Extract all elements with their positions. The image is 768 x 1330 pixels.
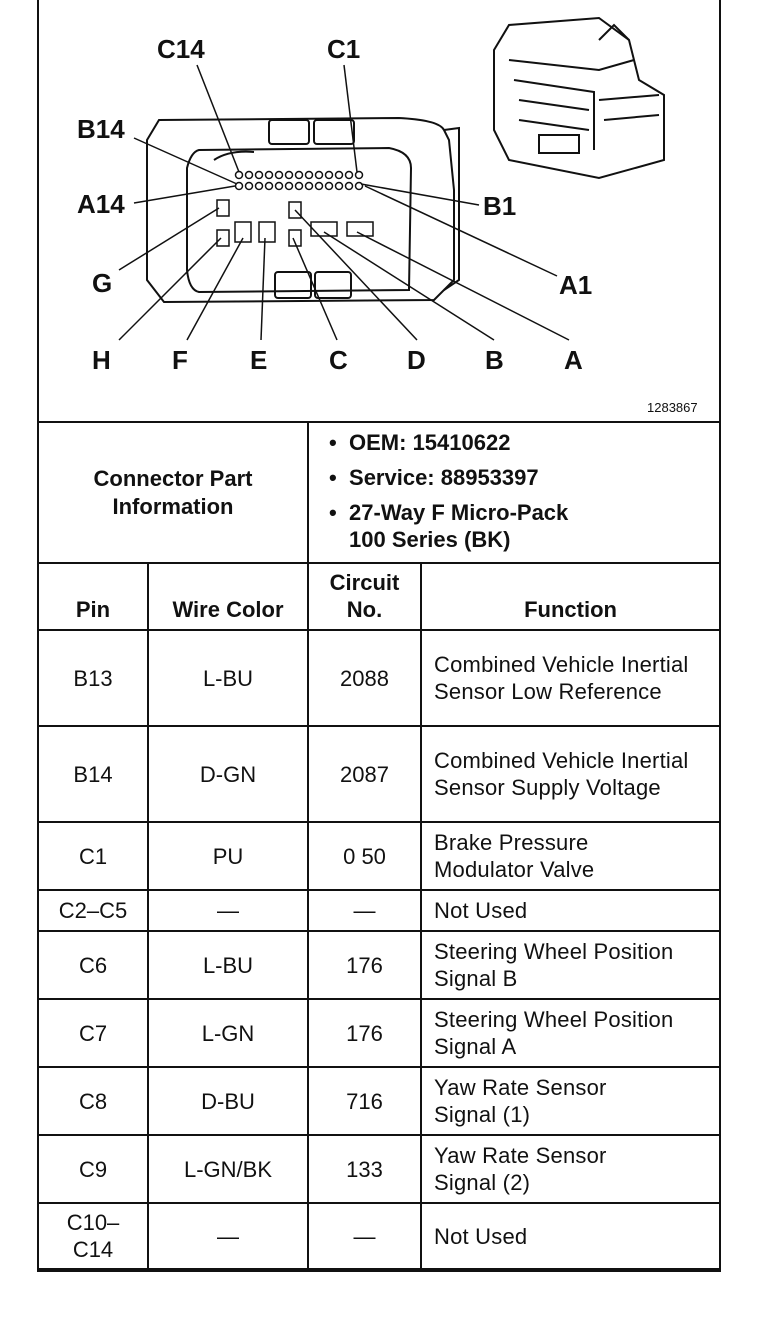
function-cell: Combined Vehicle Inertial Sensor Supply Voltage — [421, 726, 719, 822]
table-header — [39, 563, 719, 630]
pin-cell: C1 — [39, 822, 148, 890]
function-cell: Combined Vehicle Inertial Sensor Low Reference — [421, 630, 719, 726]
circuit-cell: 176 — [308, 931, 421, 999]
connector-sheet — [37, 0, 721, 1272]
pinout-table — [39, 421, 719, 1270]
wire-color-cell: L-BU — [148, 630, 308, 726]
connector-info-label: Connector Part Information — [39, 422, 308, 563]
table-row — [39, 1067, 719, 1135]
circuit-cell: 716 — [308, 1067, 421, 1135]
table-row — [39, 999, 719, 1067]
circuit-cell: 2088 — [308, 630, 421, 726]
label-g: G — [92, 268, 113, 298]
header-pin: Pin — [39, 563, 148, 630]
circuit-cell: 2087 — [308, 726, 421, 822]
connector-info-list — [308, 422, 719, 563]
function-cell: Brake Pressure Modulator Valve — [421, 822, 719, 890]
circuit-cell: — — [308, 890, 421, 931]
wire-color-cell: — — [148, 1203, 308, 1269]
table-row — [39, 1135, 719, 1203]
wire-color-cell: L-BU — [148, 931, 308, 999]
label-c: C — [329, 345, 348, 375]
header-function: Function — [421, 563, 719, 630]
pin-cell: C9 — [39, 1135, 148, 1203]
function-cell: Steering Wheel Position Signal B — [421, 931, 719, 999]
function-cell: Not Used — [421, 890, 719, 931]
label-b14: B14 — [77, 114, 125, 144]
pin-cell: C2–C5 — [39, 890, 148, 931]
wire-color-cell: — — [148, 890, 308, 931]
wire-color-cell: D-GN — [148, 726, 308, 822]
header-wire-color: Wire Color — [148, 563, 308, 630]
pin-cell: C6 — [39, 931, 148, 999]
wire-color-cell: PU — [148, 822, 308, 890]
table-row — [39, 931, 719, 999]
connector-type: • 27-Way F Micro-Pack 100 Series (BK) — [327, 499, 609, 553]
circuit-cell: 176 — [308, 999, 421, 1067]
function-cell: Yaw Rate Sensor Signal (2) — [421, 1135, 719, 1203]
function-cell: Not Used — [421, 1203, 719, 1269]
circuit-cell: — — [308, 1203, 421, 1269]
table-row — [39, 890, 719, 931]
function-cell: Yaw Rate Sensor Signal (1) — [421, 1067, 719, 1135]
pin-cell: B14 — [39, 726, 148, 822]
label-b: B — [485, 345, 504, 375]
connector-illustration — [39, 0, 719, 421]
wire-color-cell: L-GN — [148, 999, 308, 1067]
wire-color-cell: L-GN/BK — [148, 1135, 308, 1203]
pin-cell: C7 — [39, 999, 148, 1067]
circuit-cell: 133 — [308, 1135, 421, 1203]
label-f: F — [172, 345, 188, 375]
label-e: E — [250, 345, 268, 375]
label-h: H — [92, 345, 111, 375]
pin-cell: C8 — [39, 1067, 148, 1135]
label-d: D — [407, 345, 426, 375]
service-part-number: • Service: 88953397 — [327, 464, 719, 491]
label-c1: C1 — [327, 34, 361, 64]
figure-id: 1283867 — [647, 400, 698, 415]
wire-color-cell: D-BU — [148, 1067, 308, 1135]
table-row — [39, 822, 719, 890]
pin-cell: C10– C14 — [39, 1203, 148, 1269]
oem-part-number: • OEM: 15410622 — [327, 429, 719, 456]
label-c14: C14 — [157, 34, 205, 64]
label-a: A — [564, 345, 583, 375]
connector-info-row — [39, 422, 719, 563]
label-b1: B1 — [483, 191, 517, 221]
connector-diagram — [39, 0, 719, 423]
circuit-cell: 0 50 — [308, 822, 421, 890]
table-row — [39, 630, 719, 726]
table-row — [39, 726, 719, 822]
label-a1: A1 — [559, 270, 593, 300]
pin-cell: B13 — [39, 630, 148, 726]
table-row — [39, 1203, 719, 1269]
function-cell: Steering Wheel Position Signal A — [421, 999, 719, 1067]
header-circuit-no: Circuit No. — [308, 563, 421, 630]
label-a14: A14 — [77, 189, 125, 219]
